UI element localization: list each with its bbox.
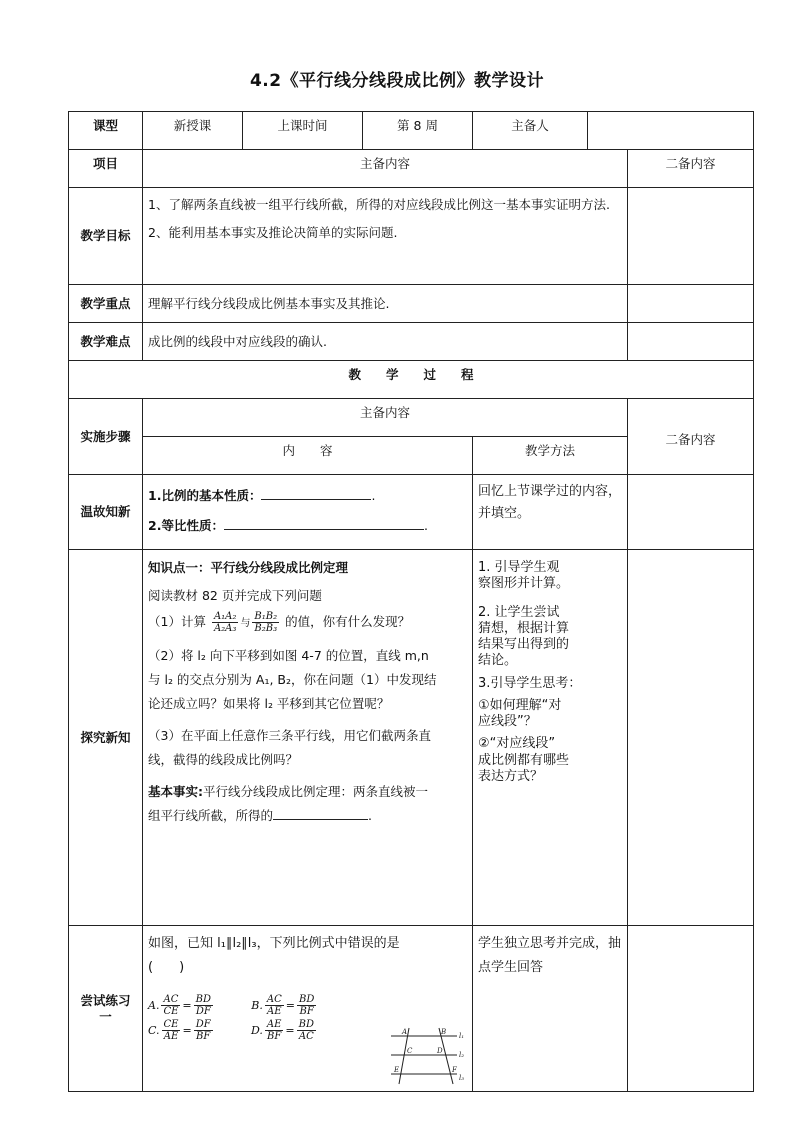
review-q1: 1.比例的基本性质： . [148,488,376,503]
option-d[interactable]: D. $\frac{AE}{BF}$ = $\frac{BD}{AC}$ [250,1019,315,1042]
key-point-row [69,285,754,323]
main-content-header: 主备内容 [143,150,628,188]
practice-content [143,926,473,1092]
difficulty-text: 成比例的线段中对应线段的确认. [143,323,628,361]
option-c[interactable]: C. $\frac{CE}{AE}$ = $\frac{DF}{BF}$ [148,1019,211,1042]
blank-3[interactable] [273,807,368,820]
header-row [69,112,754,150]
label-d: D [437,1047,443,1055]
explore-row [69,550,754,926]
lesson-plan-table [68,111,754,1092]
method-header: 教学方法 [473,437,628,475]
goals-label: 教学目标 [69,188,143,285]
review-second [628,475,754,550]
practice-method: 学生独立思考并完成，抽点学生回答 [473,926,628,1092]
practice-row [69,926,754,1092]
blank-1[interactable] [261,487,371,500]
key-point-text: 理解平行线分线段成比例基本事实及其推论. [143,285,628,323]
label-e: E [394,1066,400,1074]
fraction-b: $\frac{\text{B₁B₂}}{\text{B₂B₃}}$ [254,611,278,634]
steps-main-header: 主备内容 [143,399,628,437]
steps-header-row [69,399,754,437]
label-l3: l₃ [459,1074,465,1082]
question-3: （3）在平面上任意作三条平行线，用它们截两条直 线，截得的线段成比例吗？ [148,728,431,767]
explore-label: 探究新知 [69,550,143,926]
review-label: 温故知新 [69,475,143,550]
time-label: 上课时间 [243,112,363,150]
label-l2: l₂ [459,1051,465,1059]
label-l1: l₁ [459,1032,465,1040]
item-row [69,150,754,188]
second-content-header: 二备内容 [628,150,754,188]
item-label: 项目 [69,150,143,188]
knowledge-title: 知识点一：平行线分线段成比例定理 [148,560,349,575]
goals-row [69,188,754,285]
week-value: 第 8 周 [363,112,473,150]
options-row-1 [148,994,467,1017]
goal-1: 1、了解两条直线被一组平行线所截，所得的对应线段成比例这一基本事实证明方法. [148,197,610,212]
difficulty-label: 教学难点 [69,323,143,361]
label-a: A [402,1028,408,1036]
goal-2: 2、能利用基本事实及推论决简单的实际问题. [148,225,398,240]
option-a[interactable]: A. $\frac{AC}{CE}$ = $\frac{BD}{DF}$ [148,994,211,1017]
parallel-lines-figure [391,1026,471,1086]
label-b: B [441,1028,447,1036]
page-title: 4.2《平行线分线段成比例》教学设计 [249,71,545,91]
goals-second [628,188,754,285]
difficulty-second [628,323,754,361]
key-point-second [628,285,754,323]
course-type-value: 新授课 [143,112,243,150]
key-point-label: 教学重点 [69,285,143,323]
practice-label: 尝试练习 一 [69,926,143,1092]
course-type-label: 课型 [69,112,143,150]
steps-label: 实施步骤 [69,399,143,475]
label-f: F [452,1066,457,1074]
review-content [143,475,473,550]
review-method: 回忆上节课学过的内容，并填空。 [473,475,628,550]
process-title: 教 学 过 程 [69,361,754,399]
review-row [69,475,754,550]
explore-second [628,550,754,926]
content-header: 内 容 [143,437,473,475]
basic-fact: 基本事实:平行线分线段成比例定理：两条直线被一 组平行线所截，所得的 . [148,784,429,823]
preparer-value [588,112,754,150]
review-q2: 2.等比性质： . [148,518,428,533]
practice-second [628,926,754,1092]
difficulty-row [69,323,754,361]
question-2: （2）将 l₂ 向下平移到如图 4-7 的位置，直线 m,n 与 l₂ 的交点分别为 A₁, B₂，你在问题（1）中发现结 论还成立吗？如果将 l₂ 平移到其它位置呢？ [148,648,437,711]
steps-second-header: 二备内容 [628,399,754,475]
preparer-label: 主备人 [473,112,588,150]
explore-content [143,550,473,926]
goals-content [143,188,628,285]
question-1: （1）计算 $\frac{\text{A₁A₂}}{\text{A₂A₃}}$ 与 $\frac{\text{B₁B₂}}{\text{B₂B₃}}$ 的值，你有什么发现？ [148,611,411,634]
read-instruction: 阅读教材 82 页并完成下列问题 [148,588,322,603]
process-title-row [69,361,754,399]
practice-question: 如图，已知 l₁∥l₂∥l₃，下列比例式中错误的是 ( ) [148,936,400,975]
blank-2[interactable] [224,517,424,530]
label-c: C [407,1047,413,1055]
fraction-a: $\frac{\text{A₁A₂}}{\text{A₂A₃}}$ [213,611,237,634]
explore-method: 1. 引导学生观 察图形并计算。 2. 让学生尝试 猜想，根据计算 结果写出得到的 结论。 3.引导学生思考： ①如何理解“对 应线段”？ ②“对应线段” 成比例都有哪些 表达方式？ [473,550,628,926]
option-b[interactable]: B. $\frac{AC}{AE}$ = $\frac{BD}{BF}$ [251,994,315,1017]
